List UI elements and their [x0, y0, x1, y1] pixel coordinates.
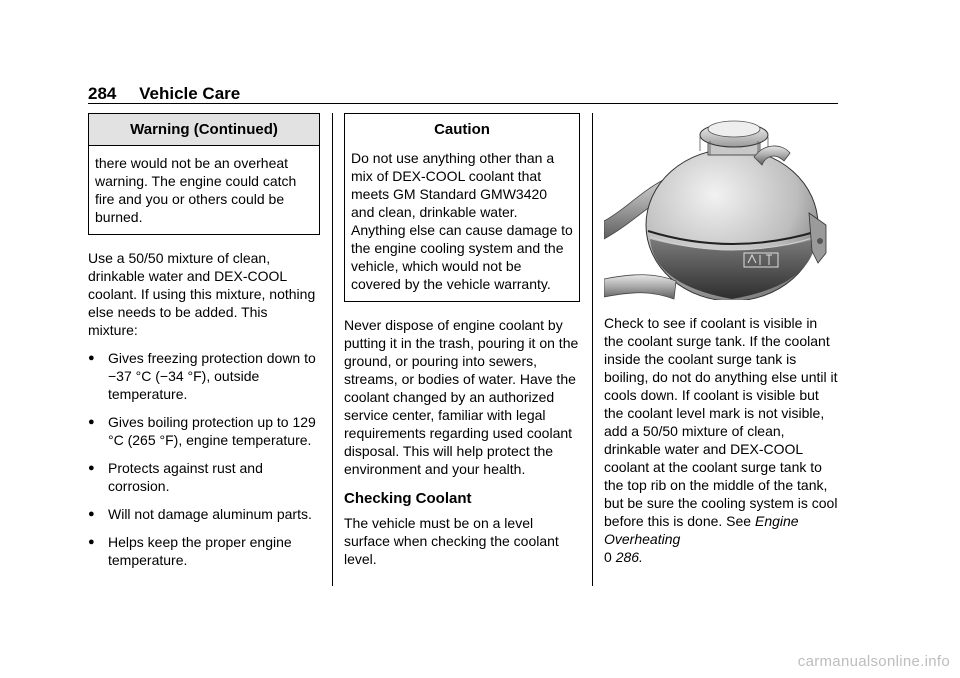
watermark: carmanualsonline.info — [797, 653, 950, 670]
bullet-icon: ● — [88, 462, 95, 474]
caution-text: Do not use anything other than a mix of DEX-COOL coolant that meets GM Standard GMW3420 and clean, drinkable water. Anything else can cause damage to the engine cooling system and the vehicle, which would not be covered by the vehicle warranty. — [351, 150, 573, 292]
column-2 — [344, 113, 580, 568]
warning-box — [88, 113, 320, 235]
bullet-icon: ● — [88, 536, 95, 548]
page-ref-icon: 0 — [604, 549, 612, 565]
column-1 — [88, 113, 320, 569]
caution-box — [344, 113, 580, 302]
column-divider — [332, 113, 333, 586]
bullet-icon: ● — [88, 508, 95, 520]
checking-coolant-text: The vehicle must be on a level surface when checking the coolant level. — [344, 515, 559, 567]
column-3 — [604, 113, 840, 566]
bullet-icon: ● — [88, 416, 95, 428]
list-item: ● Helps keep the proper engine temperature. — [88, 534, 292, 568]
list-item: ● Gives freezing protection down to −37 °C (−34 °F), outside temperature. — [88, 350, 316, 402]
list-item: ● Protects against rust and corrosion. — [88, 460, 263, 494]
column-divider — [592, 113, 593, 586]
list-item: ● Will not damage aluminum parts. — [88, 506, 312, 522]
section-title: Vehicle Care — [139, 84, 241, 103]
mixture-intro: Use a 50/50 mixture of clean, drinkable water and DEX-COOL coolant. If using this mixture, nothing else needs to be added. This mixture: — [88, 250, 316, 338]
mixture-benefits-list — [88, 349, 320, 569]
page-ref[interactable]: 286. — [615, 549, 643, 565]
caution-title: Caution — [434, 121, 490, 138]
page-number: 284 — [88, 84, 117, 103]
list-item: ● Gives boiling protection up to 129 °C (265 °F), engine temperature. — [88, 414, 316, 448]
engine-overheating-link[interactable]: Engine Overheating — [604, 513, 799, 547]
warning-text: there would not be an overheat warning. The engine could catch fire and you or others could be burned. — [95, 155, 297, 225]
header-rule — [88, 103, 838, 104]
coolant-surge-tank-illustration — [604, 113, 840, 300]
disposal-text: Never dispose of engine coolant by putting it in the trash, pouring it on the ground, or pouring into sewers, streams, or bodies of water. Have the coolant changed by an authorized service center, familiar with legal requirements regarding used coolant disposal. This will help protect the environment and your health. — [344, 317, 579, 477]
check-coolant-text: Check to see if coolant is visible in the coolant surge tank. If the coolant inside the coolant surge tank is boiling, do not do anything else until it cools down. If coolant is visible but the coolant level mark is not visible, add a 50/50 mixture of clean, drinkable water and DEX-COOL coolant at the coolant surge tank to the top rib on the middle of the tank, but be sure the cooling system is cool before this is done. See Engine Overheating 0 286. — [604, 315, 838, 565]
page-header — [88, 84, 240, 104]
checking-coolant-heading: Checking Coolant — [344, 490, 472, 507]
bullet-icon: ● — [88, 352, 95, 364]
warning-title: Warning (Continued) — [89, 114, 319, 146]
